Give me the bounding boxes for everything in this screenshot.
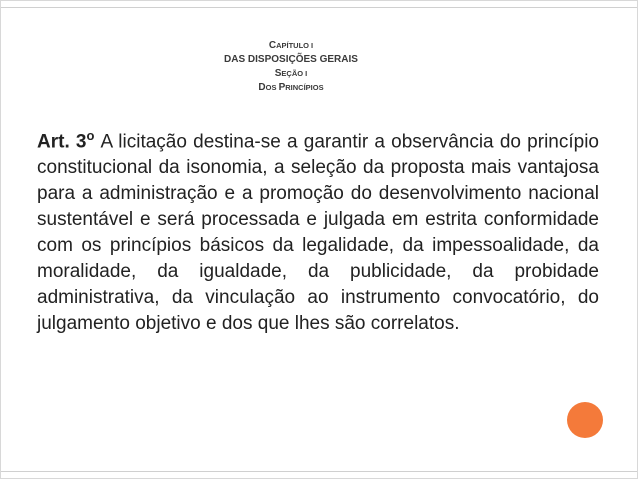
top-frame-line (1, 7, 637, 8)
principles-title: DOS PRINCÍPIOS (258, 82, 324, 93)
bottom-frame-line (1, 471, 637, 472)
article-paragraph (37, 123, 599, 337)
chapter-heading (1, 39, 581, 95)
article-text: A licitação destina-se a garantir a observância do princípio constitucional da isonomia, a seleção da proposta mais vantajosa para a administração e a promoção do desenvolvimento nacional sustentável e será processada e julgada em estrita conformidade com os princípios básicos da legalidade, da impessoalidade, da moralidade, da igualdade, da publicidade, da probidade administrativa, da vinculação ao instrumento convocatório, do julgamento objetivo e dos que lhes são correlatos. (37, 131, 599, 335)
general-provisions-title: DAS DISPOSIÇÕES GERAIS (224, 54, 358, 65)
article-label: Art. 3 (37, 131, 87, 153)
decorative-circle-icon (567, 402, 603, 438)
article-ordinal: o (86, 128, 95, 143)
section-title: SEÇÃO I (274, 68, 308, 79)
chapter-title: CAPÍTULO I (268, 40, 314, 51)
